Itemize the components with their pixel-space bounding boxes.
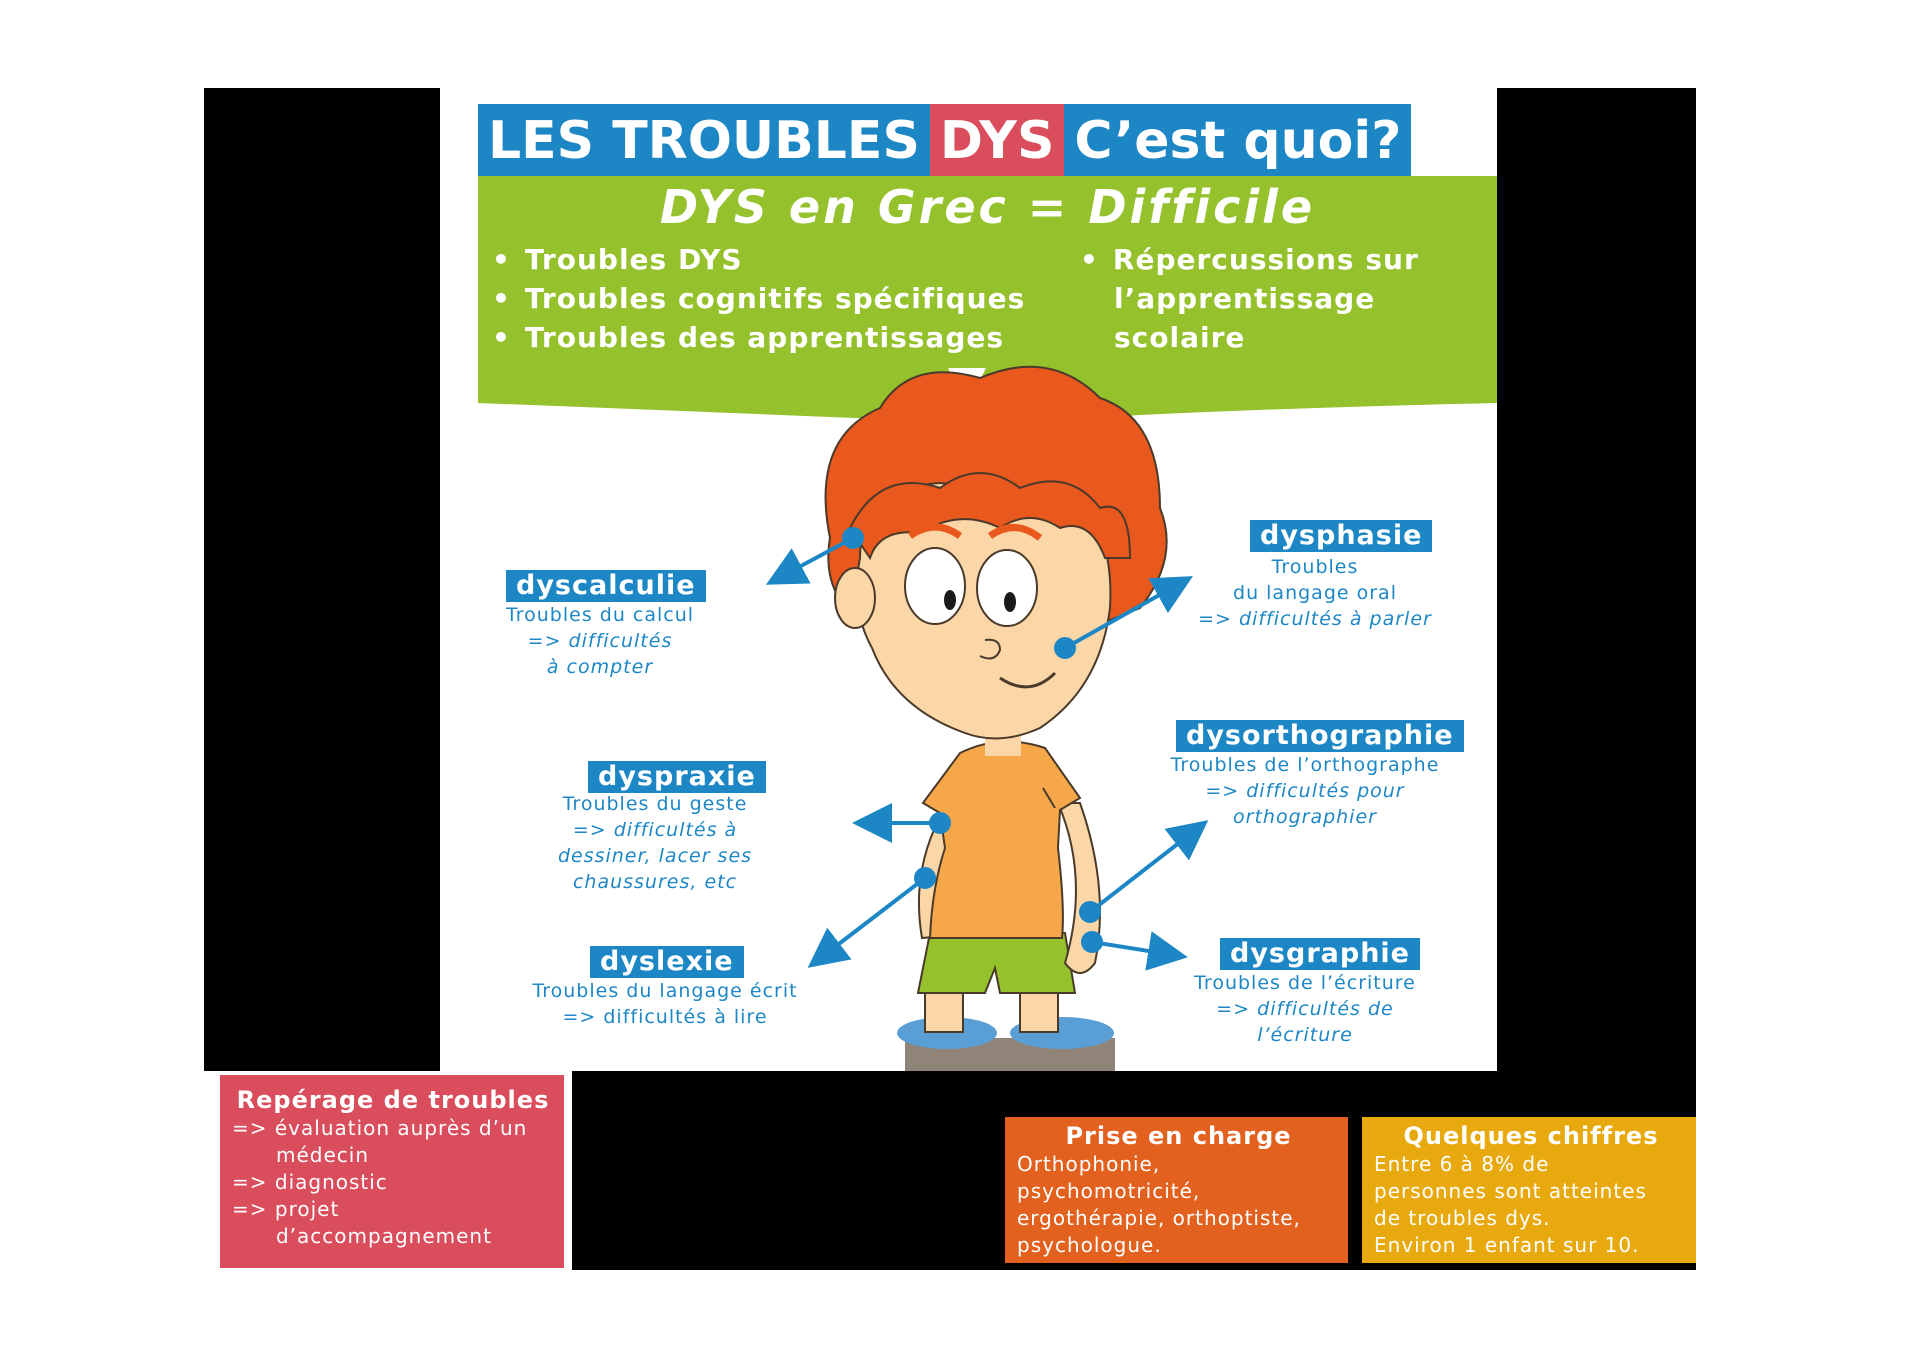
desc-line: => difficultés à bbox=[572, 819, 738, 841]
desc-line: Troubles bbox=[1271, 556, 1359, 578]
chiffres-line: de troubles dys. bbox=[1374, 1206, 1551, 1230]
reperage-line: => projet bbox=[232, 1197, 340, 1221]
label-dysgraphie: dysgraphie bbox=[1220, 938, 1420, 970]
label-dysorthographie: dysorthographie bbox=[1176, 720, 1464, 752]
bullet-item: • Répercussions sur bbox=[1080, 240, 1419, 279]
desc-line: => difficultés de bbox=[1216, 998, 1394, 1020]
desc-line: Troubles du geste bbox=[562, 793, 748, 815]
reperage-line: => diagnostic bbox=[232, 1170, 388, 1194]
desc-line: orthographier bbox=[1233, 806, 1377, 828]
prise-en-charge-line: ergothérapie, orthoptiste, bbox=[1017, 1206, 1301, 1230]
desc-dyspraxie bbox=[530, 791, 780, 895]
desc-line: => difficultés bbox=[527, 630, 673, 652]
dys-poster bbox=[440, 88, 1497, 1071]
prise-en-charge-line: Orthophonie, bbox=[1017, 1152, 1161, 1176]
bullet-item: • Troubles cognitifs spécifiques bbox=[492, 279, 1025, 318]
title-part-dys: DYS bbox=[930, 104, 1065, 176]
desc-line: Troubles de l’écriture bbox=[1194, 972, 1416, 994]
title-part-3: C’est quoi? bbox=[1064, 104, 1411, 176]
desc-line: Troubles du calcul bbox=[505, 604, 695, 626]
chiffres-box bbox=[1362, 1117, 1696, 1263]
desc-line: à compter bbox=[546, 656, 654, 678]
bullet-continuation: scolaire bbox=[1114, 321, 1246, 354]
label-dysphasie: dysphasie bbox=[1250, 520, 1432, 552]
black-panel-left bbox=[204, 88, 440, 1071]
desc-dyslexie bbox=[515, 978, 815, 1030]
reperage-title: Repérage de troubles bbox=[236, 1086, 550, 1114]
desc-line: dessiner, lacer ses bbox=[557, 845, 753, 867]
child-body bbox=[826, 367, 1167, 1071]
bullet-continuation: l’apprentissage bbox=[1114, 282, 1376, 315]
label-dyscalculie: dyscalculie bbox=[506, 570, 706, 602]
arrow-dyslexie bbox=[814, 878, 925, 963]
label-dyspraxie: dyspraxie bbox=[588, 761, 766, 793]
bullet-item: • Troubles DYS bbox=[492, 240, 1025, 279]
desc-dysphasie bbox=[1160, 554, 1470, 632]
desc-line: Troubles du langage écrit bbox=[532, 980, 798, 1002]
desc-dysgraphie bbox=[1175, 970, 1435, 1048]
reperage-box bbox=[220, 1075, 564, 1268]
chiffres-line: Environ 1 enfant sur 10. bbox=[1374, 1233, 1640, 1257]
prise-en-charge-box bbox=[1005, 1117, 1348, 1263]
chiffres-title: Quelques chiffres bbox=[1403, 1122, 1659, 1150]
bullet-item: • Troubles des apprentissages bbox=[492, 318, 1025, 357]
title-part-1: LES TROUBLES bbox=[478, 104, 930, 176]
chiffres-line: personnes sont atteintes bbox=[1374, 1179, 1647, 1203]
prise-en-charge-line: psychomotricité, bbox=[1017, 1179, 1201, 1203]
desc-dysorthographie bbox=[1150, 752, 1460, 830]
desc-line: => difficultés à parler bbox=[1198, 608, 1432, 630]
prise-en-charge-title: Prise en charge bbox=[1065, 1122, 1292, 1150]
arrow-dysgraphie bbox=[1092, 942, 1180, 956]
reperage-line: => évaluation auprès d’un bbox=[232, 1116, 528, 1140]
chiffres-line: Entre 6 à 8% de bbox=[1374, 1152, 1550, 1176]
prise-en-charge-line: psychologue. bbox=[1017, 1233, 1162, 1257]
reperage-line: médecin bbox=[276, 1143, 370, 1167]
label-dyslexie: dyslexie bbox=[590, 946, 744, 978]
desc-line: Troubles de l’orthographe bbox=[1170, 754, 1440, 776]
desc-line: => difficultés à lire bbox=[562, 1006, 768, 1028]
desc-line: l’écriture bbox=[1257, 1024, 1353, 1046]
desc-line: => difficultés pour bbox=[1205, 780, 1405, 802]
desc-line: du langage oral bbox=[1233, 582, 1397, 604]
desc-line: chaussures, etc bbox=[572, 871, 738, 893]
desc-dyscalculie bbox=[500, 602, 700, 680]
reperage-line: d’accompagnement bbox=[276, 1224, 492, 1248]
black-panel-right bbox=[1497, 88, 1696, 1071]
arrow-dysorthographie bbox=[1090, 825, 1202, 912]
subtitle: DYS en Grec = Difficile bbox=[659, 180, 1316, 234]
